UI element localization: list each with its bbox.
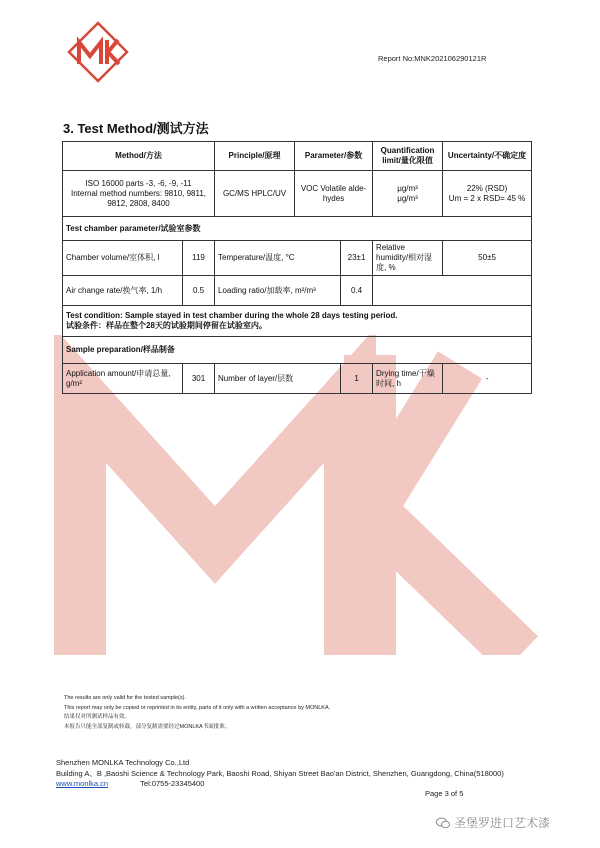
- company-name: Shenzhen MONLKA Technology Co.,Ltd: [56, 758, 190, 767]
- quantification-cell: [373, 171, 443, 217]
- method-standard: ISO 16000 parts -3, -6, -9, -11: [85, 178, 192, 188]
- contact-line: [56, 779, 536, 790]
- condition-row: [63, 306, 532, 337]
- test-condition-zh: 试验条件：样品在整个28天的试验期间停留在试验室内。: [66, 321, 267, 330]
- header-uncertainty: Uncertainty/不确定度: [443, 142, 532, 171]
- header-method: Method/方法: [63, 142, 215, 171]
- table-header-row: [63, 142, 532, 171]
- loading-ratio-label: Loading ratio/加载率, m²/m³: [215, 276, 341, 306]
- method-internal: Internal method numbers: 9810, 9811, 9812, 2808, 8400: [70, 188, 207, 208]
- chamber-row: [63, 241, 532, 276]
- note-line: The results are only valid for the tested sample(s).: [64, 695, 186, 701]
- layer-count-value: 1: [341, 364, 373, 394]
- drying-time-label: Drying time/干燥时间, h: [373, 364, 443, 394]
- empty-cell: [373, 276, 532, 306]
- note-line: 本报告只能全部复制或转载，部分复制需要经过MONLKA书面批准。: [64, 723, 231, 730]
- chamber-section-row: [63, 217, 532, 241]
- page-footer: [56, 758, 536, 790]
- section-title: 3. Test Method/测试方法: [63, 121, 209, 136]
- quantification-voc: μg/m³: [397, 183, 418, 193]
- application-amount-label: Application amount/申请总量, g/m²: [63, 364, 183, 394]
- report-number: Report No:MNK202106290121R: [378, 54, 487, 63]
- air-change-value: 0.5: [183, 276, 215, 306]
- wechat-icon: [436, 817, 450, 829]
- parameter-cell: VOC Volatile alde-hydes: [295, 171, 373, 217]
- drying-time-value: -: [443, 364, 532, 394]
- application-amount-value: 301: [183, 364, 215, 394]
- wechat-label: 圣堡罗进口艺术漆: [454, 816, 551, 830]
- humidity-value: 50±5: [443, 241, 532, 276]
- header-quantification: Quantification limit/量化限值: [373, 142, 443, 171]
- report-notes: [64, 694, 330, 732]
- header-parameter: Parameter/参数: [295, 142, 373, 171]
- quantification-aldehydes: μg/m³: [397, 193, 418, 203]
- note-line: This report may only be copied or reprinted in its entity, parts of it only with a written acceptance by MONLKA.: [64, 704, 331, 711]
- wechat-watermark: [436, 814, 550, 831]
- uncertainty-rsd: 22% (RSD): [466, 183, 508, 193]
- layer-count-label: Number of layer/层数: [215, 364, 341, 394]
- uncertainty-cell: [443, 171, 532, 217]
- loading-ratio-value: 0.4: [341, 276, 373, 306]
- temperature-label: Temperature/温度, °C: [215, 241, 341, 276]
- monlka-logo: [66, 20, 130, 84]
- test-condition-cell: [63, 306, 532, 337]
- principle-cell: GC/MS HPLC/UV: [215, 171, 295, 217]
- chamber-row: [63, 276, 532, 306]
- air-change-label: Air change rate/换气率, 1/h: [63, 276, 183, 306]
- method-cell: [63, 171, 215, 217]
- humidity-label: Relative humidity/相对湿度, %: [373, 241, 443, 276]
- sample-section-title: Sample preparation/样品制备: [63, 337, 532, 364]
- temperature-value: 23±1: [341, 241, 373, 276]
- note-line: 结果仅对所测试样品有效。: [64, 714, 131, 720]
- chamber-volume-label: Chamber volume/室体积, l: [63, 241, 183, 276]
- test-method-table: [62, 141, 532, 394]
- website-link[interactable]: www.monlka.cn: [56, 779, 109, 788]
- test-condition-en: Test condition: Sample stayed in test chamber during the whole 28 days testing period.: [66, 311, 398, 320]
- telephone: Tel:0755-23345400: [140, 779, 205, 788]
- company-address: Building A、B ,Baoshi Science & Technology Park, Baoshi Road, Shiyan Street Bao'an District, Shenzhen, Guangdong, China(518000): [56, 768, 504, 778]
- sample-row: [63, 364, 532, 394]
- method-row: [63, 171, 532, 217]
- chamber-section-title: Test chamber parameter/试验室参数: [63, 217, 532, 241]
- header-principle: Principle/原理: [215, 142, 295, 171]
- uncertainty-um: Um = 2 x RSD= 45 %: [448, 193, 526, 203]
- page-number: Page 3 of 5: [425, 789, 464, 798]
- sample-section-row: [63, 337, 532, 364]
- chamber-volume-value: 119: [183, 241, 215, 276]
